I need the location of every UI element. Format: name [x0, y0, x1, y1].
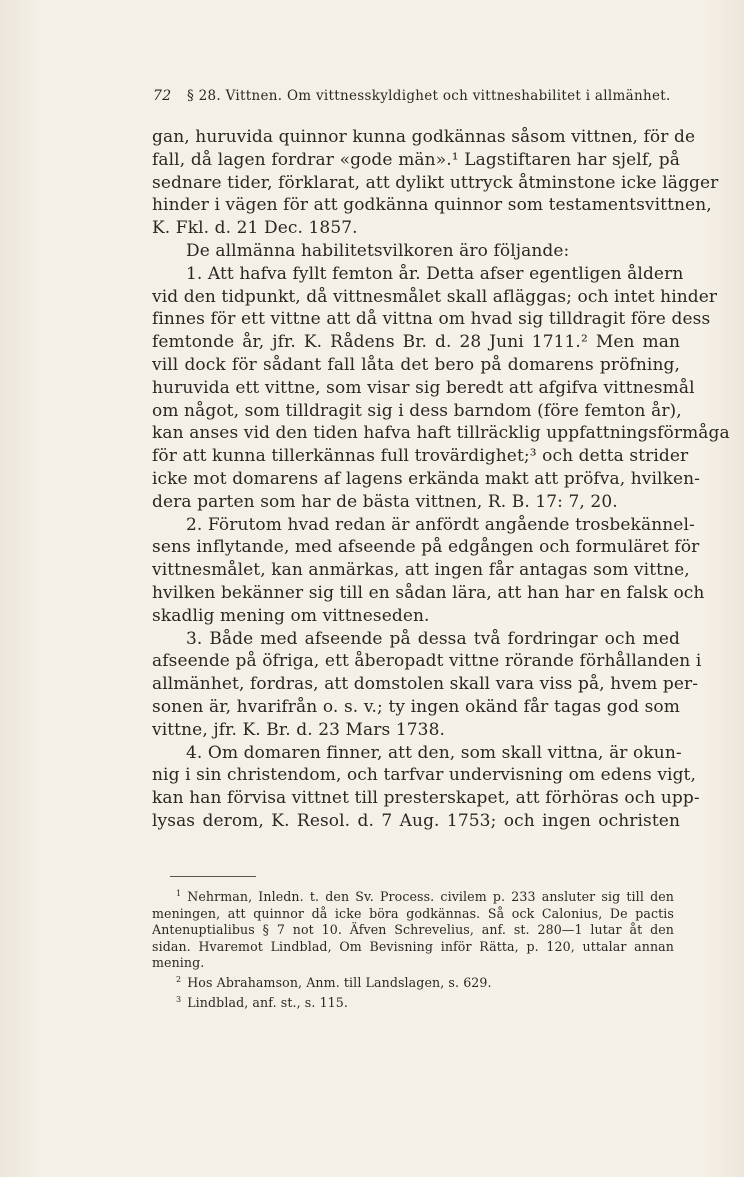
text-line: gan, huruvida quinnor kunna godkännas såsom vittnen, för de: [152, 127, 696, 147]
body-text: [152, 126, 730, 833]
text-line: finnes för ett vittne att då vittna om hvad sig tilldragit före dess: [152, 309, 711, 330]
text-line: 2. Förutom hvad redan är anfördt angående trosbekännel-: [186, 514, 695, 535]
text-line: 4. Om domaren finner, att den, som skall vittna, är okun-: [186, 742, 682, 763]
text-line: sens inflytande, med afseende på edgången och formuläret för: [152, 537, 700, 558]
footnote-text: Lindblad, anf. st., s. 115.: [187, 994, 349, 1010]
text-line: vittnesmålet, kan anmärkas, att ingen får antagas som vittne,: [152, 560, 690, 581]
footnote-text: Hos Abrahamson, Anm. till Landslagen, s. 629.: [187, 974, 492, 990]
footnotes: [152, 886, 674, 1011]
footnote: [152, 972, 674, 992]
text-line: 1. Att hafva fyllt femton år. Detta afser egentligen åldern: [186, 263, 684, 284]
page-number: 72: [153, 88, 172, 104]
footnote: [152, 886, 674, 972]
footnote-line: Antenuptialibus § 7 not 10. Äfven Schrevelius, anf. st. 280—1 lutar åt den: [152, 922, 674, 938]
text-line: hinder i vägen för att godkänna quinnor som testamentsvittnen,: [152, 195, 712, 216]
footnote-line: mening.: [152, 955, 205, 971]
text-line: skadlig mening om vittneseden.: [152, 605, 430, 626]
text-line: 3. Både med afseende på dessa två fordringar och med: [186, 628, 680, 649]
footnote-line: [152, 992, 674, 1012]
text-line: dera parten som har de bästa vittnen, R. B. 17: 7, 20.: [152, 491, 618, 512]
footnote-line: [152, 886, 674, 906]
footnote-line: meningen, att quinnor då icke böra godkännas. Så ock Calonius, De pactis: [152, 905, 674, 921]
footnote-line: [152, 972, 674, 992]
text-line: sednare tider, förklarat, att dylikt uttryck åtminstone icke lägger: [152, 172, 719, 193]
footnote-mark: 1: [176, 889, 182, 898]
text-line: fall, då lagen fordrar «gode män».¹ Lagstiftaren har sjelf, på: [152, 149, 680, 170]
footnote-mark: 3: [176, 994, 182, 1004]
text-line: huruvida ett vittne, som visar sig beredt att afgifva vittnesmål: [152, 377, 695, 398]
running-header: [153, 88, 671, 104]
text-line: femtonde år, jfr. K. Rådens Br. d. 28 Juni 1711.² Men man: [152, 332, 680, 353]
footnote: [152, 992, 674, 1012]
text-line: sonen är, hvarifrån o. s. v.; ty ingen okänd får tagas god som: [152, 696, 680, 717]
footnote-divider: [170, 876, 256, 877]
text-line: vid den tidpunkt, då vittnesmålet skall afläggas; och intet hinder: [152, 286, 718, 307]
running-title: § 28. Vittnen. Om vittnesskyldighet och vittneshabilitet i allmänhet.: [187, 88, 671, 104]
text-line: om något, som tilldragit sig i dess barndom (före femton år),: [152, 400, 682, 421]
text-line: kan han förvisa vittnet till presterskapet, att förhöras och upp-: [152, 788, 700, 809]
text-line: icke mot domarens af lagens erkända makt att pröfva, hvilken-: [152, 468, 701, 489]
text-line: kan anses vid den tiden hafva haft tillräcklig uppfattningsförmåga: [152, 423, 730, 444]
text-line: för att kunna tillerkännas full trovärdighet;³ och detta strider: [152, 446, 689, 467]
text-line: lysas derom, K. Resol. d. 7 Aug. 1753; och ingen ochristen: [152, 810, 680, 831]
footnote-line: sidan. Hvaremot Lindblad, Om Bevisning inför Rätta, p. 120, uttalar annan: [152, 938, 674, 954]
text-line: allmänhet, fordras, att domstolen skall vara viss på, hvem per-: [152, 674, 699, 695]
text-line: De allmänna habilitetsvilkoren äro följande:: [186, 240, 570, 261]
text-line: hvilken bekänner sig till en sådan lära, att han har en falsk och: [152, 582, 705, 603]
text-line: afseende på öfriga, ett åberopadt vittne rörande förhållanden i: [152, 651, 702, 672]
text-line: vill dock för sådant fall låta det bero på domarens pröfning,: [152, 354, 680, 375]
text-line: K. Fkl. d. 21 Dec. 1857.: [152, 218, 358, 239]
text-line: nig i sin christendom, och tarfvar undervisning om edens vigt,: [152, 765, 696, 786]
footnote-mark: 2: [176, 974, 182, 984]
text-line: vittne, jfr. K. Br. d. 23 Mars 1738.: [152, 719, 446, 740]
footnote-text: Nehrman, Inledn. t. den Sv. Process. civilem p. 233 ansluter sig till den: [187, 889, 674, 904]
